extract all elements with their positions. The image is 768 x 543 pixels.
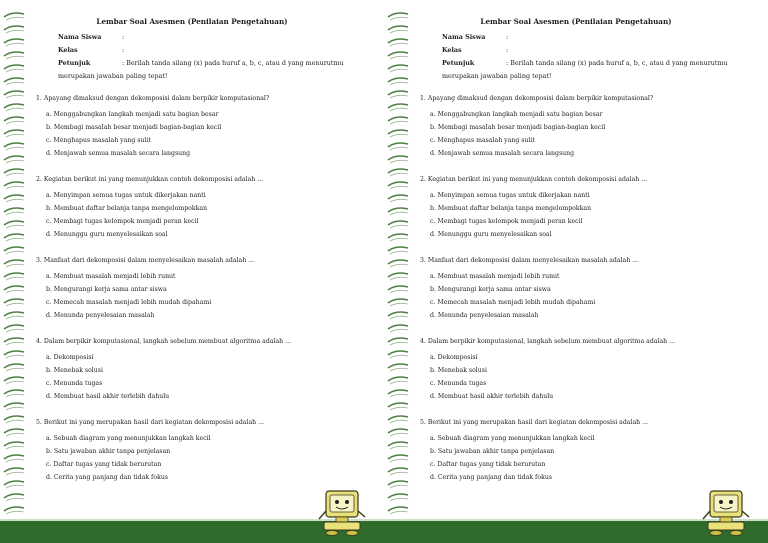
- question-text: 3. Manfaat dari dekomposisi dalam menyelesaikan masalah adalah ...: [420, 257, 639, 264]
- question-text: 4. Dalam berpikir komputasional, langkah sebelum membuat algoritma adalah ...: [36, 338, 292, 345]
- answer-option[interactable]: c. Membagi tugas kelompok menjadi peran kecil: [430, 218, 583, 225]
- answer-option[interactable]: d. Membuat hasil akhir terlebih dahulu: [46, 393, 170, 400]
- answer-option[interactable]: b. Mengurangi kerja sama antar siswa: [430, 286, 551, 293]
- form-field: [58, 46, 124, 54]
- answer-option[interactable]: c. Menunda tugas: [430, 380, 487, 387]
- question-list: [36, 95, 356, 500]
- spiral-binding-icon: [386, 8, 412, 528]
- answer-option[interactable]: a. Dekomposisi: [46, 354, 94, 361]
- answer-option[interactable]: a. Menggabungkan langkah menjadi satu bagian besar: [430, 111, 603, 118]
- answer-option[interactable]: c. Membagi tugas kelompok menjadi peran kecil: [46, 218, 199, 225]
- answer-option[interactable]: a. Membuat masalah menjadi lebih rumit: [430, 273, 560, 280]
- answer-option[interactable]: c. Menghapus masalah yang sulit: [430, 137, 535, 144]
- answer-option[interactable]: b. Mengurangi kerja sama antar siswa: [46, 286, 167, 293]
- field-value: : Berilah tanda silang (x) pada huruf a, b, c, atau d yang menurutmu: [506, 59, 728, 67]
- answer-option[interactable]: a. Menggabungkan langkah menjadi satu bagian besar: [46, 111, 219, 118]
- question-text: 4. Dalam berpikir komputasional, langkah sebelum membuat algoritma adalah ...: [420, 338, 676, 345]
- answer-option[interactable]: b. Menebak solusi: [430, 367, 487, 374]
- question-item: [420, 257, 740, 322]
- answer-option[interactable]: b. Membuat daftar belanja tanpa mengelompokkan: [46, 205, 208, 212]
- answer-option[interactable]: c. Memecah masalah menjadi lebih mudah dipahami: [46, 299, 212, 306]
- answer-option[interactable]: b. Membagi masalah besar menjadi bagian-bagian kecil: [430, 124, 606, 131]
- question-text: 5. Berikut ini yang merupakan hasil dari kegiatan dekomposisi adalah ...: [36, 419, 265, 426]
- question-item: [36, 176, 356, 241]
- answer-option[interactable]: c. Menunda tugas: [46, 380, 103, 387]
- answer-option[interactable]: a. Menyimpan semua tugas untuk dikerjakan nanti: [430, 192, 590, 199]
- answer-option[interactable]: d. Cerita yang panjang dan tidak fokus: [46, 474, 168, 481]
- answer-option[interactable]: d. Menjawab semua masalah secara langsung: [430, 150, 575, 157]
- question-item: [36, 419, 356, 484]
- page-title: Lembar Soal Asesmen (Penilaian Pengetahuan): [480, 17, 672, 26]
- question-text: 2. Kegiatan berikut ini yang menunjukkan contoh dekomposisi adalah ...: [420, 176, 648, 183]
- field-label: Kelas: [442, 46, 462, 54]
- question-item: [420, 419, 740, 484]
- answer-option[interactable]: c. Memecah masalah menjadi lebih mudah dipahami: [430, 299, 596, 306]
- answer-option[interactable]: d. Membuat hasil akhir terlebih dahulu: [430, 393, 554, 400]
- question-item: [36, 257, 356, 322]
- answer-option[interactable]: b. Satu jawaban akhir tanpa penjelasan: [46, 448, 171, 455]
- computer-mascot-icon: [700, 487, 752, 537]
- question-item: [420, 338, 740, 403]
- answer-option[interactable]: d. Cerita yang panjang dan tidak fokus: [430, 474, 552, 481]
- field-value: :: [506, 46, 509, 54]
- spiral-binding-icon: [2, 8, 28, 528]
- answer-option[interactable]: c. Daftar tugas yang tidak berurutan: [46, 461, 162, 468]
- form-field: [58, 59, 344, 67]
- field-label: Petunjuk: [58, 59, 91, 67]
- answer-option[interactable]: b. Satu jawaban akhir tanpa penjelasan: [430, 448, 555, 455]
- computer-mascot-icon: [316, 487, 368, 537]
- question-text: 1. Apayang dimaksud dengan dekomposisi dalam berpikir komputasional?: [36, 95, 270, 102]
- field-label: Kelas: [58, 46, 78, 54]
- field-value: :: [122, 33, 125, 41]
- question-item: [420, 95, 740, 160]
- answer-option[interactable]: c. Menghapus masalah yang sulit: [46, 137, 151, 144]
- field-value: :: [506, 33, 509, 41]
- field-label: Petunjuk: [442, 59, 475, 67]
- worksheet-page: [384, 0, 768, 543]
- field-label: Nama Siswa: [58, 33, 102, 41]
- answer-option[interactable]: a. Membuat masalah menjadi lebih rumit: [46, 273, 176, 280]
- field-value: : Berilah tanda silang (x) pada huruf a, b, c, atau d yang menurutmu: [122, 59, 344, 67]
- answer-option[interactable]: b. Menebak solusi: [46, 367, 103, 374]
- field-label: Nama Siswa: [442, 33, 486, 41]
- answer-option[interactable]: a. Sebuah diagram yang menunjukkan langkah kecil: [430, 435, 595, 442]
- question-item: [36, 95, 356, 160]
- answer-option[interactable]: d. Menunggu guru menyelesaikan soal: [430, 231, 552, 238]
- field-value: :: [122, 46, 125, 54]
- question-item: [420, 176, 740, 241]
- instruction-continuation: merupakan jawaban paling tepat!: [58, 72, 168, 80]
- form-field: [58, 33, 124, 41]
- question-list: [420, 95, 740, 500]
- answer-option[interactable]: b. Membuat daftar belanja tanpa mengelompokkan: [430, 205, 592, 212]
- answer-option[interactable]: a. Dekomposisi: [430, 354, 478, 361]
- question-text: 3. Manfaat dari dekomposisi dalam menyelesaikan masalah adalah ...: [36, 257, 255, 264]
- form-field: [442, 59, 728, 67]
- instruction-continuation: merupakan jawaban paling tepat!: [442, 72, 552, 80]
- question-text: 5. Berikut ini yang merupakan hasil dari kegiatan dekomposisi adalah ...: [420, 419, 649, 426]
- question-item: [36, 338, 356, 403]
- question-text: 1. Apayang dimaksud dengan dekomposisi dalam berpikir komputasional?: [420, 95, 654, 102]
- form-field: [442, 33, 508, 41]
- answer-option[interactable]: c. Daftar tugas yang tidak berurutan: [430, 461, 546, 468]
- answer-option[interactable]: d. Menjawab semua masalah secara langsung: [46, 150, 191, 157]
- answer-option[interactable]: d. Menunda penyelesaian masalah: [430, 312, 539, 319]
- page-title: Lembar Soal Asesmen (Penilaian Pengetahuan): [96, 17, 288, 26]
- question-text: 2. Kegiatan berikut ini yang menunjukkan contoh dekomposisi adalah ...: [36, 176, 264, 183]
- answer-option[interactable]: a. Sebuah diagram yang menunjukkan langkah kecil: [46, 435, 211, 442]
- answer-option[interactable]: a. Menyimpan semua tugas untuk dikerjakan nanti: [46, 192, 206, 199]
- answer-option[interactable]: d. Menunggu guru menyelesaikan soal: [46, 231, 168, 238]
- answer-option[interactable]: d. Menunda penyelesaian masalah: [46, 312, 155, 319]
- answer-option[interactable]: b. Membagi masalah besar menjadi bagian-bagian kecil: [46, 124, 222, 131]
- form-field: [442, 46, 508, 54]
